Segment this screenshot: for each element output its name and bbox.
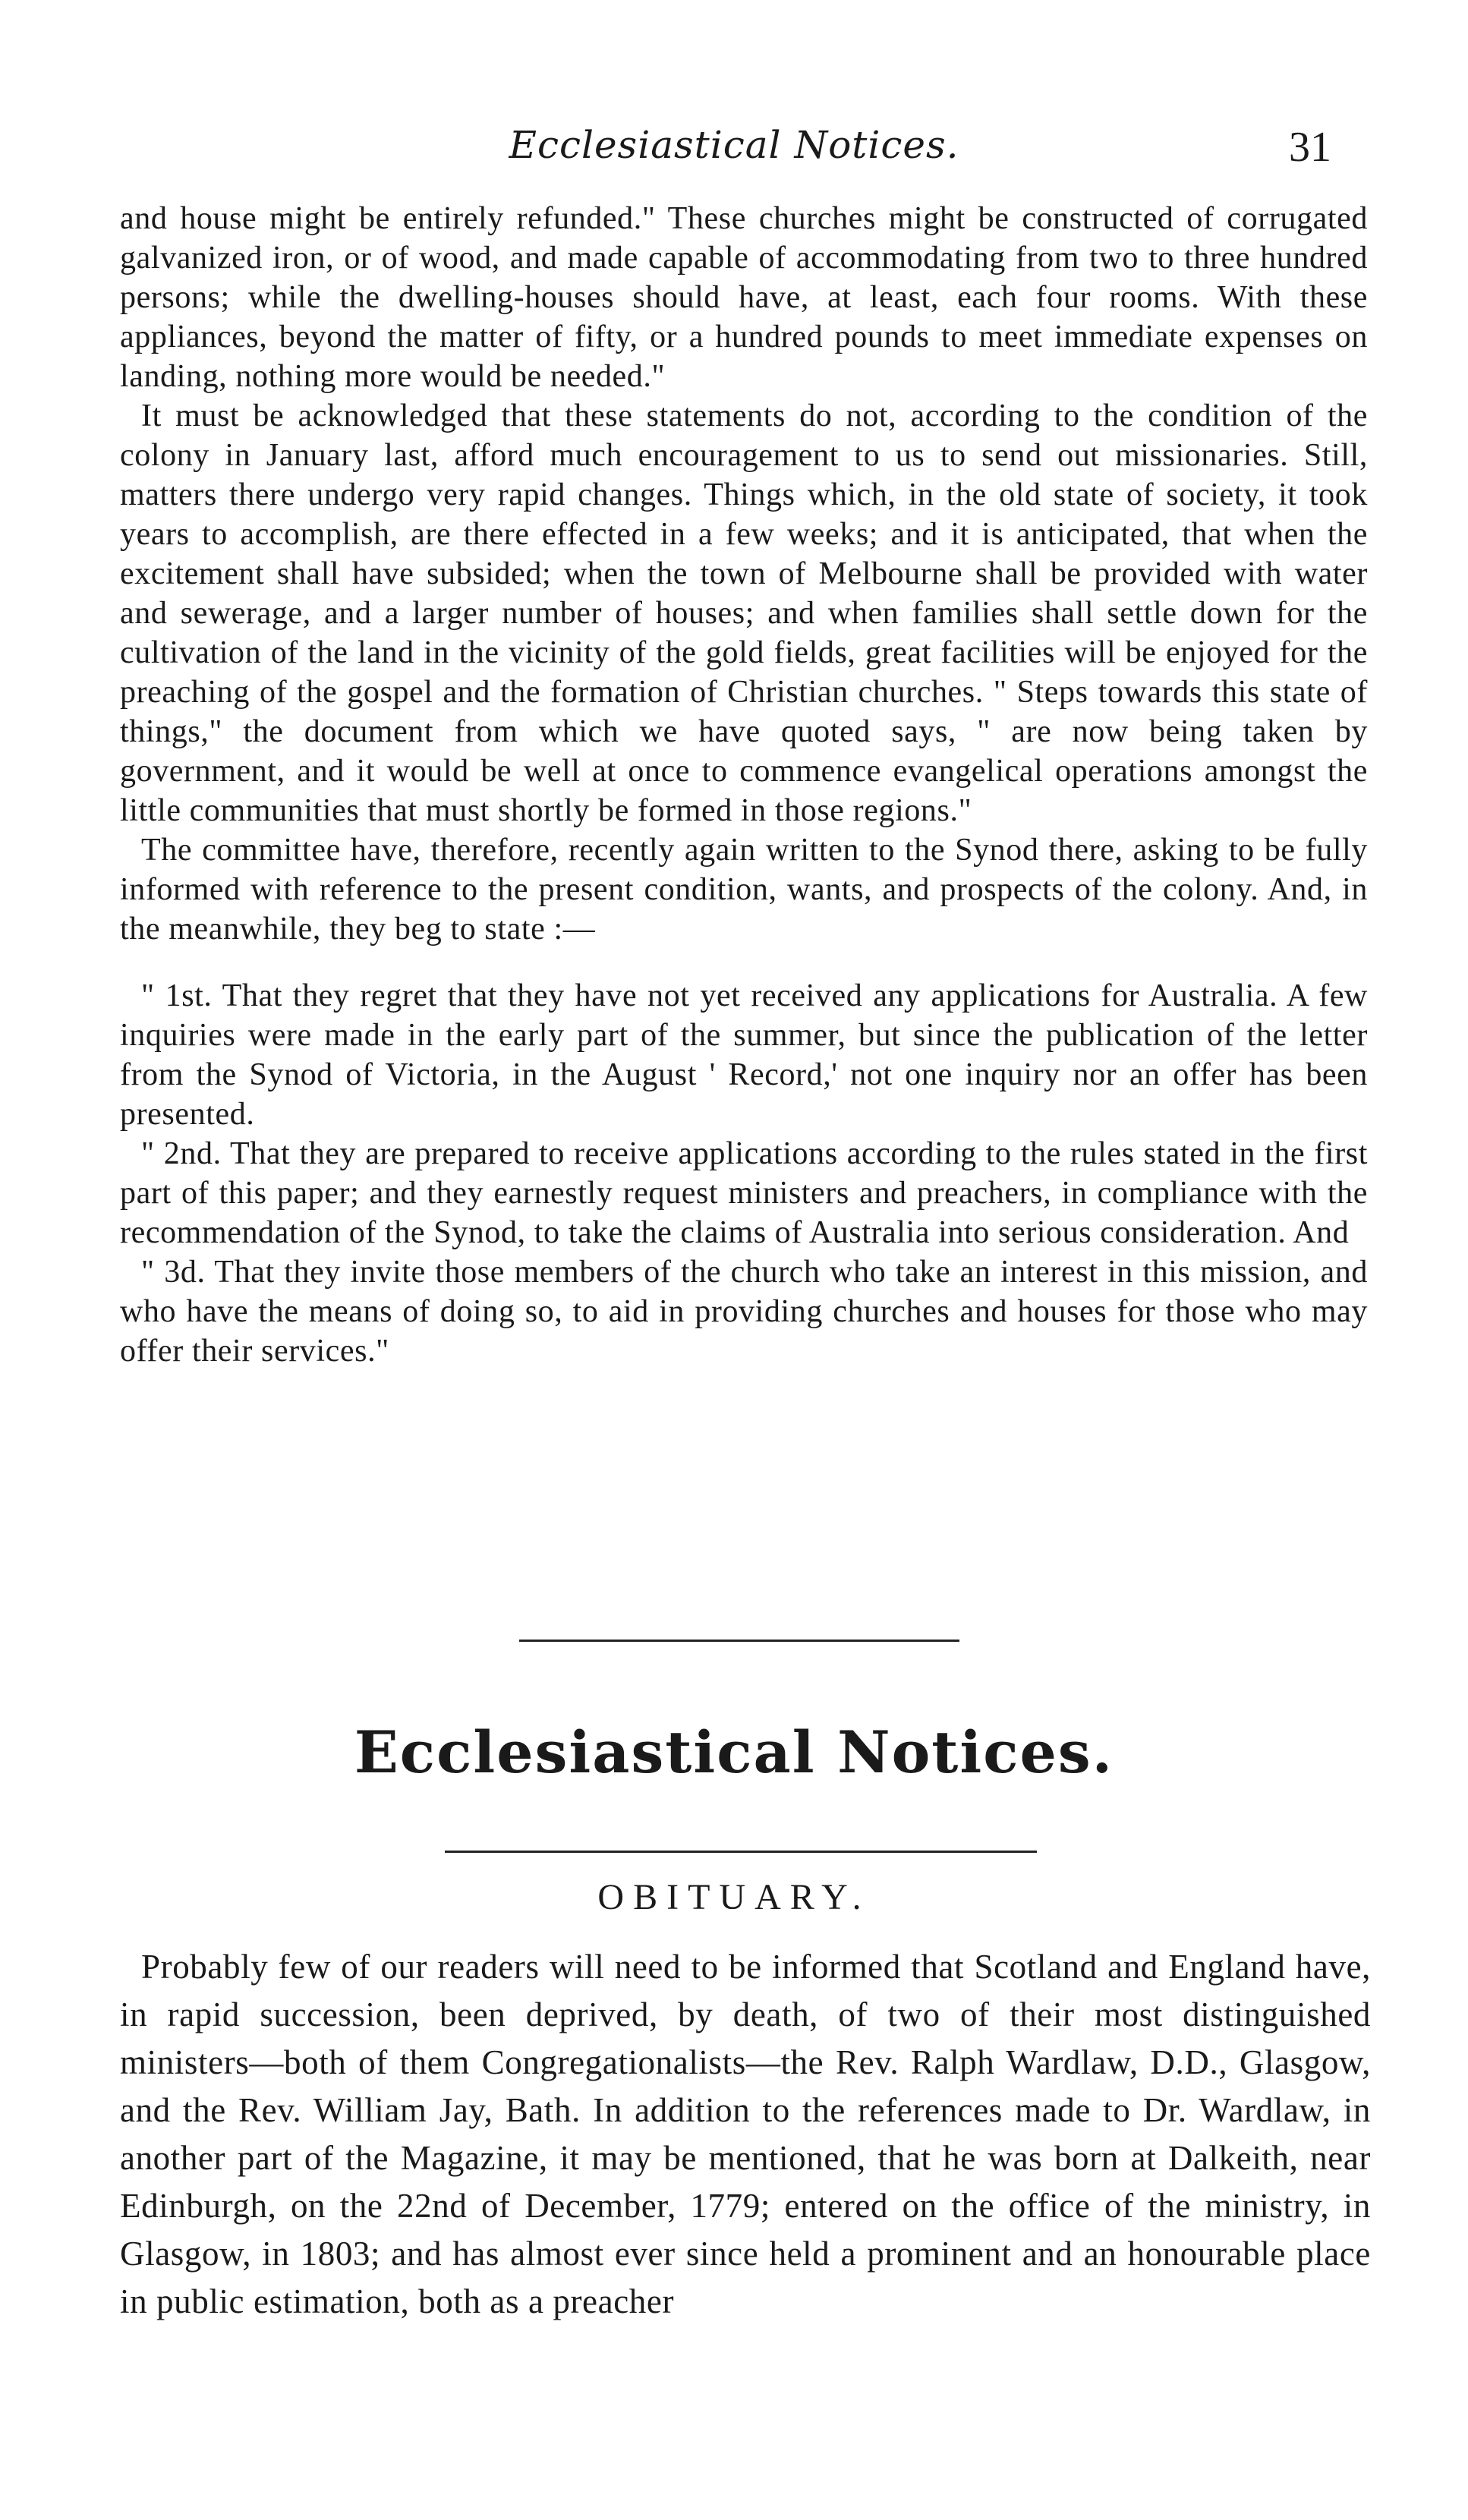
resolution-paragraph: " 1st. That they regret that they have not yet received any applications for Australia. A few inquiries were made in the early part of the summer, but since the publication of the letter from the Synod of Victoria, in the August ' Record,' not one inquiry nor an offer has been presented. <box>120 978 1368 1132</box>
resolution-paragraph: " 2nd. That they are prepared to receive applications according to the rules stated in the first part of this paper; and they earnestly request ministers and preachers, in compliance with the recommendation of the Synod, to take the claims of Australia into serious consideration. And <box>120 1136 1368 1250</box>
page-number: 31 <box>1289 124 1331 171</box>
divider-rule <box>445 1851 1037 1853</box>
paragraph: It must be acknowledged that these statements do not, according to the condition of the colony in January last, afford much encouragement to us to send out missionaries. Still, matters there undergo very rapid changes. Things which, in the old state of society, it took years to accomplish, are there effected in a few weeks; and it is anticipated, that when the excitement shall have subsided; when the town of Melbourne shall be provided with water and sewerage, and a larger number of houses; and when families shall settle down for the cultivation of the land in the vicinity of the gold fields, great facilities will be enjoyed for the preaching of the gospel and the formation of Christian churches. " Steps towards this state of things," the document from which we have quoted says, " are now being taken by government, and it would be well at once to commence evangelical operations amongst the little communities that must shortly be formed in those regions." <box>120 398 1368 828</box>
section-heading: Ecclesiastical Notices. <box>354 1718 1114 1786</box>
paragraph: The committee have, therefore, recently again written to the Synod there, asking to be fully informed with reference to the present condition, wants, and prospects of the colony. And, in the meanwhile, they beg to state :— <box>120 833 1368 947</box>
resolution-paragraph: " 3d. That they invite those members of the church who take an interest in this mission, and who have the means of doing so, to aid in providing churches and houses for those who may offer their services." <box>120 1255 1368 1369</box>
paragraph: Probably few of our readers will need to be informed that Scotland and England have, in rapid succession, been deprived, by death, of two of their most distinguished ministers—both of them Congregationalists—the Rev. Ralph Wardlaw, D.D., Glasgow, and the Rev. William Jay, Bath. In addition to the references made to Dr. Wardlaw, in another part of the Magazine, it may be mentioned, that he was born at Dalkeith, near Edinburgh, on the 22nd of December, 1779; entered on the office of the ministry, in Glasgow, in 1803; and has almost ever since held a prominent and an honourable place in public estimation, both as a preacher <box>120 1948 1371 2320</box>
obituary-text <box>120 1943 1371 2326</box>
divider-rule <box>519 1640 959 1642</box>
obituary-heading: OBITUARY. <box>597 1877 871 1917</box>
running-head <box>0 123 1468 176</box>
paragraph: and house might be entirely refunded." These churches might be constructed of corrugated galvanized iron, or of wood, and made capable of accommodating from two to three hundred persons; while the dwelling-houses should have, at least, each four rooms. With these appliances, beyond the matter of fifty, or a hundred pounds to meet immediate expenses on landing, nothing more would be needed." <box>120 201 1368 394</box>
running-title: Ecclesiastical Notices. <box>509 123 959 167</box>
main-text <box>120 199 1368 1371</box>
